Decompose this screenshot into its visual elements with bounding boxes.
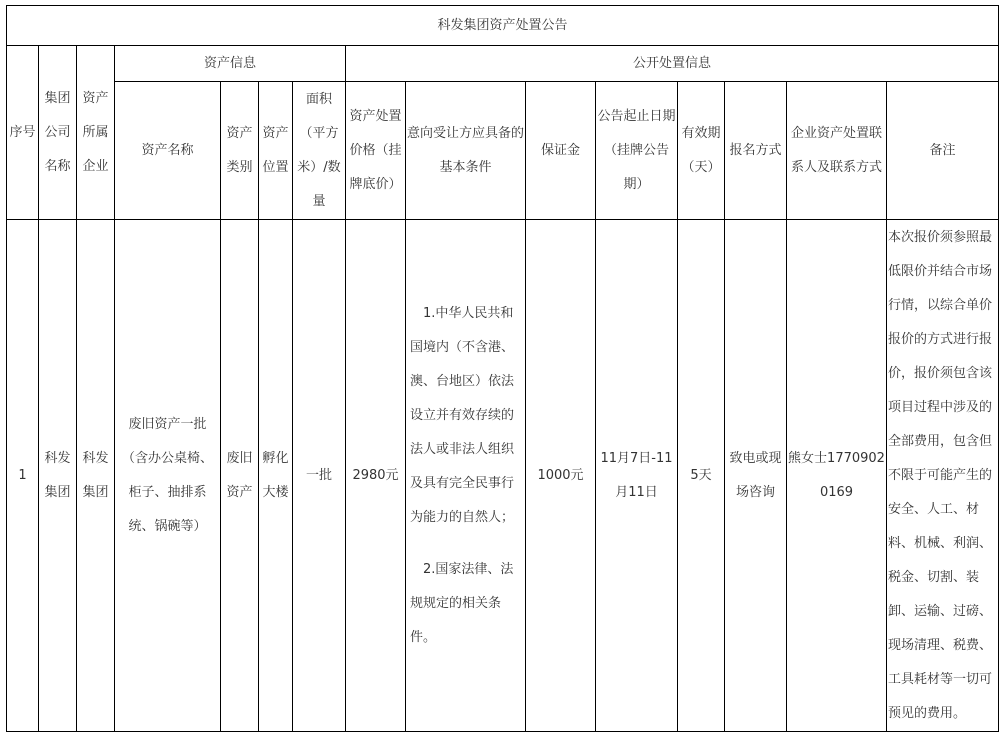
condition-item-1: 1.中华人民共和国境内（不含港、澳、台地区）依法设立并有效存续的法人或非法人组织及具有完全民事行为能力的自然人； (410, 305, 515, 525)
cell-asset-name: 废旧资产一批（含办公桌椅、柜子、抽排系统、锅碗等） (115, 220, 221, 732)
cell-contact: 熊女士17709020169 (787, 220, 887, 732)
cell-conditions (406, 220, 526, 732)
title-row (7, 6, 999, 46)
cell-area-quantity: 一批 (293, 220, 346, 732)
column-header-row (7, 82, 999, 220)
header-deposit: 保证金 (526, 82, 596, 220)
cell-asset-location: 孵化大楼 (259, 220, 293, 732)
cell-remarks: 本次报价须参照最低限价并结合市场行情，以综合单价报价的方式进行报价，报价须包含该项目过程中涉及的全部费用，包含但不限于可能产生的安全、人工、材料、机械、利润、税金、切割、装卸、运输、过磅、现场清理、税费、工具耗材等一切可预见的费用。 (887, 220, 999, 732)
announcement-title: 科发集团资产处置公告 (7, 6, 999, 46)
cell-seq: 1 (7, 220, 39, 732)
cell-deposit: 1000元 (526, 220, 596, 732)
group-header-row (7, 46, 999, 82)
header-signup: 报名方式 (725, 82, 787, 220)
header-asset-name: 资产名称 (115, 82, 221, 220)
header-seq: 序号 (7, 46, 39, 220)
header-period: 公告起止日期（挂牌公告期） (596, 82, 678, 220)
header-price: 资产处置价格（挂牌底价） (346, 82, 406, 220)
header-contact: 企业资产处置联系人及联系方式 (787, 82, 887, 220)
header-group-company: 集团公司名称 (39, 46, 77, 220)
cell-owner-enterprise: 科发集团 (77, 220, 115, 732)
header-asset-location: 资产位置 (259, 82, 293, 220)
cell-period: 11月7日-11月11日 (596, 220, 678, 732)
condition-item-2: 2.国家法律、法规规定的相关条件。 (410, 561, 514, 645)
header-owner-enterprise: 资产所属企业 (77, 46, 115, 220)
group-header-asset-info: 资产信息 (115, 46, 346, 82)
header-validity: 有效期（天） (678, 82, 725, 220)
header-remarks: 备注 (887, 82, 999, 220)
cell-validity: 5天 (678, 220, 725, 732)
cell-group-company: 科发集团 (39, 220, 77, 732)
group-header-disposal-info: 公开处置信息 (346, 46, 999, 82)
cell-price: 2980元 (346, 220, 406, 732)
asset-disposal-table (6, 5, 999, 732)
cell-asset-type: 废旧资产 (221, 220, 259, 732)
table-row (7, 220, 999, 732)
announcement-container (6, 5, 999, 732)
cell-signup: 致电或现场咨询 (725, 220, 787, 732)
header-area-quantity: 面积（平方米）/数量 (293, 82, 346, 220)
header-conditions: 意向受让方应具备的基本条件 (406, 82, 526, 220)
header-asset-type: 资产类别 (221, 82, 259, 220)
